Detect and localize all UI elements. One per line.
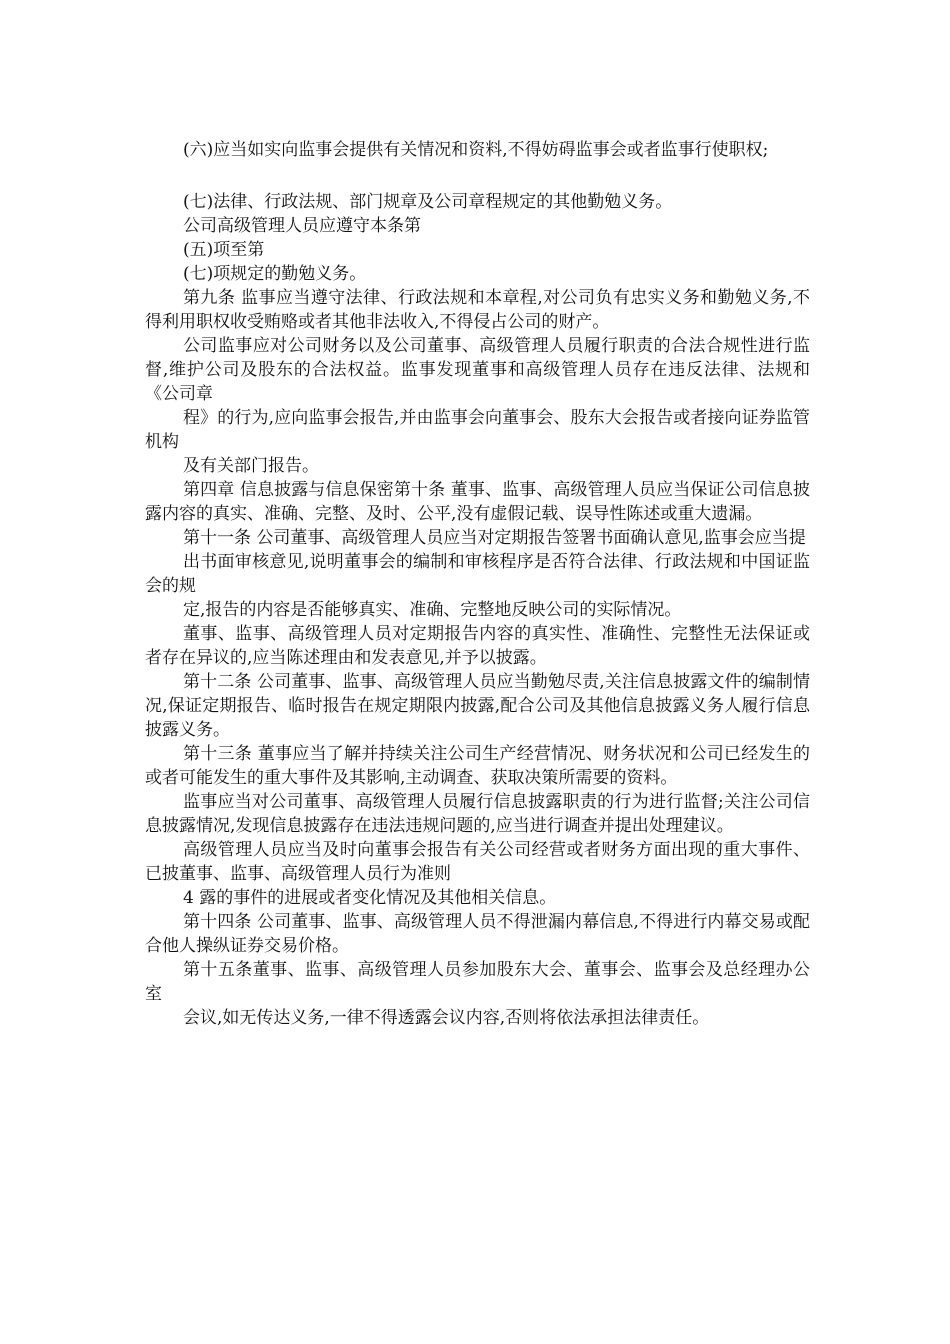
- paragraph-22: 会议,如无传达义务,一律不得透露会议内容,否则将依法承担法律责任。: [183, 1008, 710, 1028]
- paragraph-1: (六)应当如实向监事会提供有关情况和资料,不得妨碍监事会或者监事行使职权;: [183, 140, 769, 160]
- article-12: 第十二条 公司董事、监事、高级管理人员应当勤勉尽责,关注信息披露文件的编制情况,保证定期报告、临时报告在规定期限内披露,配合公司及其他信息披露义务人履行信息披露义务。: [145, 672, 810, 740]
- paragraph-17: 监事应当对公司董事、高级管理人员履行信息披露职责的行为进行监督;关注公司信息披露情况,发现信息披露存在违法违规问题的,应当进行调查并提出处理建议。: [145, 792, 810, 836]
- paragraph-19: 4 露的事件的进展或者变化情况及其他相关信息。: [183, 888, 557, 908]
- article-14: 第十四条 公司董事、监事、高级管理人员不得泄漏内幕信息,不得进行内幕交易或配合他人操纵证券交易价格。: [145, 912, 810, 956]
- article-9: 第九条 监事应当遵守法律、行政法规和本章程,对公司负有忠实义务和勤勉义务,不得利用职权收受贿赂或者其他非法收入,不得侵占公司的财产。: [145, 288, 810, 332]
- chapter-4-article-10: 第四章 信息披露与信息保密第十条 董事、监事、高级管理人员应当保证公司信息披露内容的真实、准确、完整、及时、公平,没有虚假记载、误导性陈述或重大遗漏。: [145, 480, 810, 524]
- paragraph-4: (五)项至第: [183, 240, 265, 260]
- paragraph-8: 程》的行为,应向监事会报告,并由监事会向董事会、股东大会报告或者接向证券监管机构: [145, 408, 810, 452]
- paragraph-13: 定,报告的内容是否能够真实、准确、完整地反映公司的实际情况。: [183, 600, 682, 620]
- paragraph-18: 高级管理人员应当及时向董事会报告有关公司经营或者财务方面出现的重大事件、已披董事、监事、高级管理人员行为准则: [145, 840, 810, 884]
- paragraph-7: 公司监事应对公司财务以及公司董事、高级管理人员履行职责的合法合规性进行监督,维护公司及股东的合法权益。监事发现董事和高级管理人员存在违反法律、法规和《公司章: [145, 336, 810, 404]
- paragraph-2: (七)法律、行政法规、部门规章及公司章程规定的其他勤勉义务。: [183, 192, 673, 212]
- paragraph-14: 董事、监事、高级管理人员对定期报告内容的真实性、准确性、完整性无法保证或者存在异议的,应当陈述理由和发表意见,并予以披露。: [145, 624, 810, 668]
- paragraph-gap: [145, 162, 810, 190]
- paragraph-5: (七)项规定的勤勉义务。: [183, 264, 367, 284]
- paragraph-9: 及有关部门报告。: [183, 456, 319, 476]
- document-body: [145, 138, 810, 1030]
- paragraph-12: 出书面审核意见,说明董事会的编制和审核程序是否符合法律、行政法规和中国证监会的规: [145, 552, 810, 596]
- article-11: 第十一条 公司董事、高级管理人员应当对定期报告签署书面确认意见,监事会应当提: [183, 528, 806, 548]
- paragraph-3: 公司高级管理人员应遵守本条第: [183, 216, 421, 236]
- article-15: 第十五条董事、监事、高级管理人员参加股东大会、董事会、监事会及总经理办公室: [145, 960, 810, 1004]
- article-13: 第十三条 董事应当了解并持续关注公司生产经营情况、财务状况和公司已经发生的或者可能发生的重大事件及其影响,主动调查、获取决策所需要的资料。: [145, 744, 810, 788]
